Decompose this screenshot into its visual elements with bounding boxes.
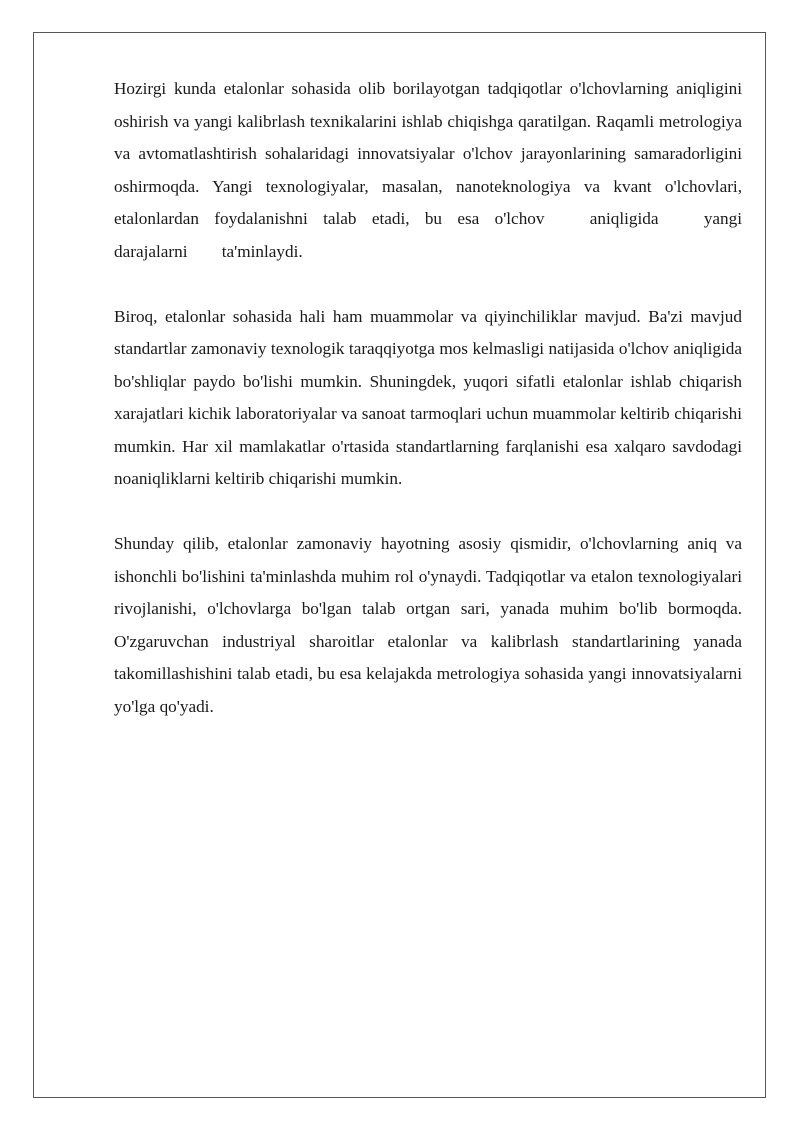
paragraph-1 [114,73,742,268]
document-body [114,73,742,756]
paragraph-3: Shunday qilib, etalonlar zamonaviy hayotning asosiy qismidir, o'lchovlarning aniq va ishonchli bo'lishini ta'minlashda muhim rol o'ynaydi. Tadqiqotlar va etalon texnologiyalari rivojlanishi, o'lchovlarga bo'lgan talab ortgan sari, yanada muhim bo'lib bormoqda. O'zgaruvchan industriyal sharoitlar etalonlar va kalibrlash standartlarining yanada takomillashishini talab etadi, bu esa kelajakda metrologiya sohasida yangi innovatsiyalarni yo'lga qo'yadi. [114,534,742,716]
paragraph-1-tail: o'lchov aniqligida yangi darajalarni ta'minlaydi. [114,209,743,261]
paragraph-1-text: Hozirgi kunda etalonlar sohasida olib borilayotgan tadqiqotlar o'lchovlarning aniqligini oshirish va yangi kalibrlash texnikalarini ishlab chiqishga qaratilgan. Raqamli metrologiya va avtomatlashtirish sohalaridagi innovatsiyalar o'lchov jarayonlarining samaradorligini oshirmoqda. Yangi texnologiyalar, masalan, nanoteknologiya va kvant o'lchovlari, etalonlardan foydalanishni talab etadi, bu esa [114,79,742,228]
paragraph-2: Biroq, etalonlar sohasida hali ham muammolar va qiyinchiliklar mavjud. Ba'zi mavjud standartlar zamonaviy texnologik taraqqiyotga mos kelmasligi natijasida o'lchov aniqligida bo'shliqlar paydo bo'lishi mumkin. Shuningdek, yuqori sifatli etalonlar ishlab chiqarish xarajatlari kichik laboratoriyalar va sanoat tarmoqlari uchun muammolar keltirib chiqarishi mumkin. Har xil mamlakatlar o'rtasida standartlarning farqlanishi esa xalqaro savdodagi noaniqliklarni keltirib chiqarishi mumkin. [114,306,742,488]
